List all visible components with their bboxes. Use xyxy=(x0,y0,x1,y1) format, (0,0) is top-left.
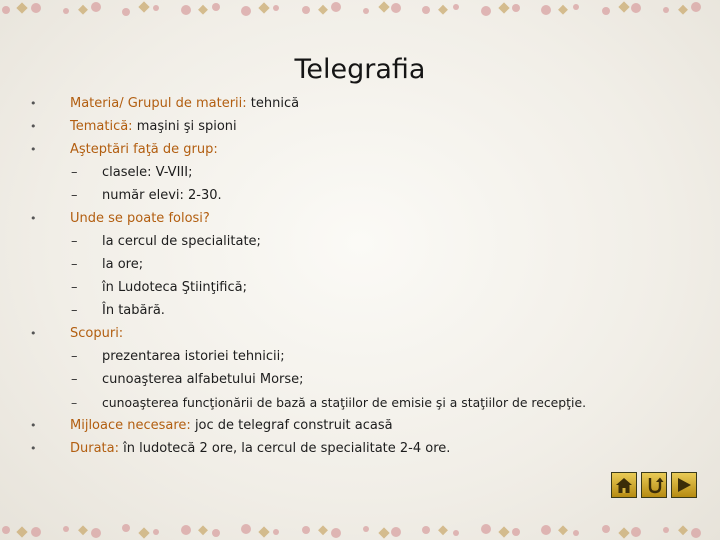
item-text: cunoaşterea alfabetului Morse; xyxy=(102,372,304,387)
item-label: Mijloace necesare: xyxy=(70,418,191,433)
item-text: cunoaşterea funcţionării de bază a staţiilor de emisie şi a staţiilor de recepţie. xyxy=(102,395,587,410)
bullet-icon: • xyxy=(30,212,37,225)
item-text: maşini şi spioni xyxy=(132,119,237,134)
decorative-border-top xyxy=(0,0,720,30)
sub-list-item xyxy=(71,345,285,368)
list-item xyxy=(30,414,393,437)
next-button[interactable] xyxy=(671,472,697,498)
return-button[interactable] xyxy=(641,472,667,498)
sub-list-item xyxy=(71,368,304,391)
sub-list-item xyxy=(71,184,222,207)
sub-list-item xyxy=(71,299,165,322)
item-text: tehnică xyxy=(246,96,300,111)
item-text: în Ludoteca Ştiinţifică; xyxy=(102,280,247,295)
dash-icon: – xyxy=(71,349,78,364)
bullet-icon: • xyxy=(30,97,37,110)
list-item xyxy=(30,115,237,138)
dash-icon: – xyxy=(71,303,78,318)
list-item xyxy=(30,322,124,345)
dash-icon: – xyxy=(71,372,78,387)
dash-icon: – xyxy=(71,257,78,272)
home-icon xyxy=(614,476,634,494)
bullet-icon: • xyxy=(30,143,37,156)
return-icon xyxy=(644,476,664,494)
bullet-icon: • xyxy=(30,442,37,455)
item-text: În tabără. xyxy=(102,303,165,318)
item-text: la ore; xyxy=(102,257,144,272)
sub-list-item xyxy=(71,161,193,184)
dash-icon: – xyxy=(71,395,78,410)
item-label: Materia/ Grupul de materii: xyxy=(70,96,247,111)
bullet-icon: • xyxy=(30,419,37,432)
list-item xyxy=(30,92,300,115)
navigation-buttons xyxy=(611,472,697,500)
dash-icon: – xyxy=(71,188,78,203)
item-text: în ludotecă 2 ore, la cercul de specialitate 2-4 ore. xyxy=(119,441,451,456)
item-label: Unde se poate folosi? xyxy=(70,211,210,226)
bullet-icon: • xyxy=(30,120,37,133)
next-icon xyxy=(674,476,694,494)
decorative-border-bottom xyxy=(0,510,720,540)
item-label: Scopuri: xyxy=(70,326,124,341)
item-text: clasele: V-VIII; xyxy=(102,165,193,180)
slide-title: Telegrafia xyxy=(294,54,426,85)
item-label: Durata: xyxy=(70,441,120,456)
bullet-icon: • xyxy=(30,327,37,340)
item-text: la cercul de specialitate; xyxy=(102,234,261,249)
sub-list-item xyxy=(71,391,587,414)
dash-icon: – xyxy=(71,280,78,295)
list-item xyxy=(30,207,210,230)
item-text: joc de telegraf construit acasă xyxy=(190,418,393,433)
item-text: prezentarea istoriei tehnicii; xyxy=(102,349,285,364)
item-label: Aşteptări faţă de grup: xyxy=(70,142,218,157)
home-button[interactable] xyxy=(611,472,637,498)
sub-list-item xyxy=(71,253,144,276)
item-text: număr elevi: 2-30. xyxy=(102,188,222,203)
sub-list-item xyxy=(71,276,247,299)
list-item xyxy=(30,437,451,460)
sub-list-item xyxy=(71,230,261,253)
dash-icon: – xyxy=(71,234,78,249)
list-item xyxy=(30,138,218,161)
item-label: Tematică: xyxy=(70,119,133,134)
dash-icon: – xyxy=(71,165,78,180)
